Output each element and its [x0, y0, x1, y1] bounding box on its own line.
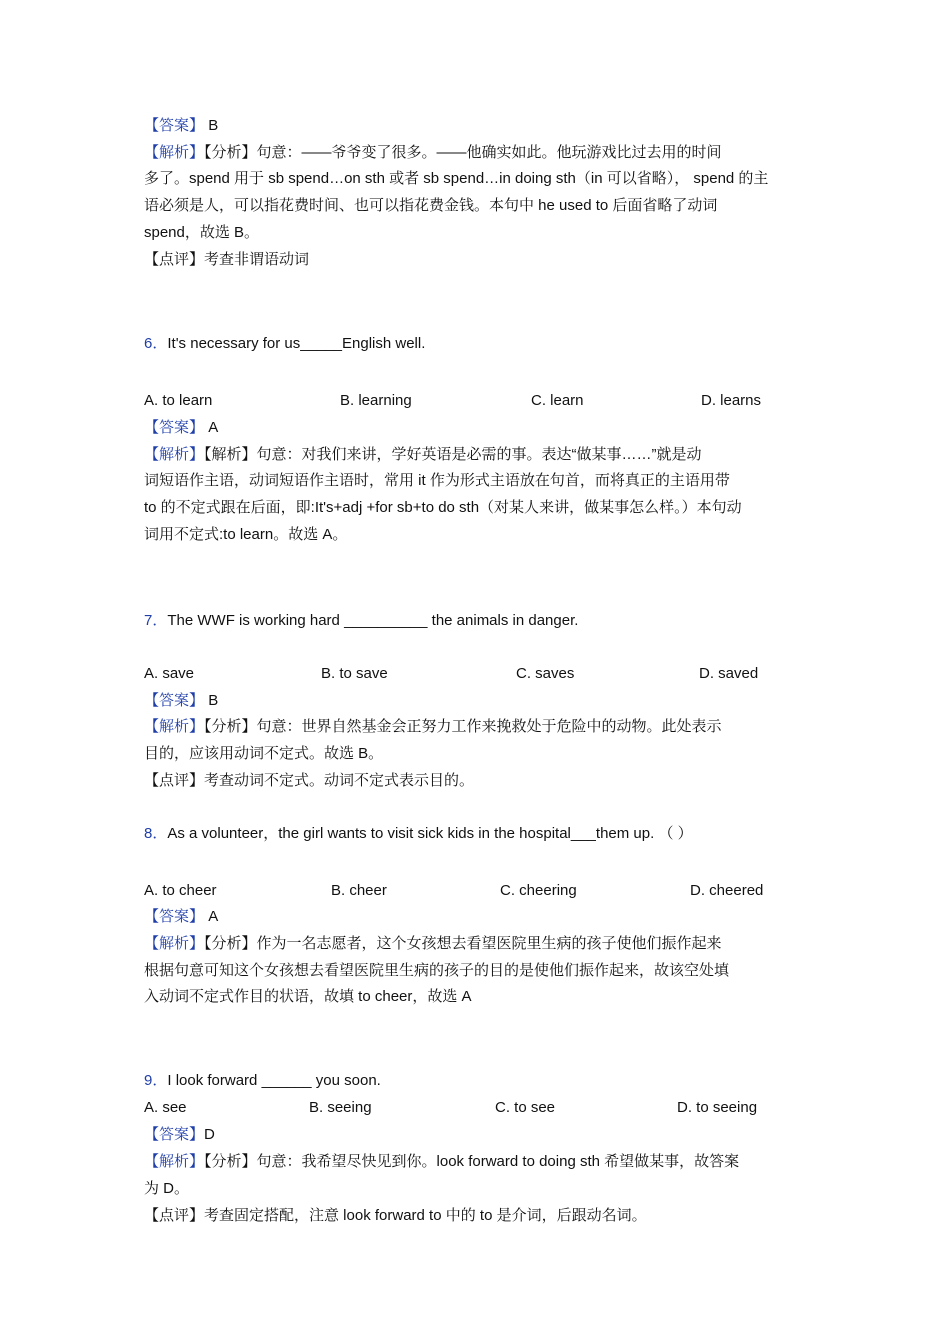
analysis-line-9-1: 【解析】【分析】句意：我希望尽快见到你。look forward to doing sth 希望做某事，故答案	[144, 1153, 740, 1170]
option-d: D. to seeing	[677, 1099, 758, 1116]
blank: _____	[300, 335, 342, 352]
fenxi-label: 【分析】	[204, 935, 257, 952]
analysis-line-5-3: 语必须是人，可以指花费时间、也可以指花费金钱。本句中 he used to 后面省略了动词	[144, 197, 718, 214]
question-8: 8．As a volunteer，the girl wants to visit sick kids in the hospital___them up. （ ）	[144, 825, 693, 842]
option-c: C. cheering	[500, 882, 577, 899]
analysis-line-5-4: spend，故选 B。	[144, 224, 260, 241]
analysis-line-7-2: 目的，应该用动词不定式。故选 B。	[144, 745, 384, 762]
blank: ___	[570, 825, 596, 842]
question-number: 8	[144, 825, 153, 842]
question-9: 9．I look forward ______ you soon.	[144, 1072, 381, 1089]
question-number: 9	[144, 1072, 153, 1089]
analysis-line-9-2: 为 D。	[144, 1180, 190, 1197]
comment-line-7: 【点评】考查动词不定式。动词不定式表示目的。	[144, 772, 475, 789]
answer-value: A	[208, 908, 219, 925]
option-b: B. to save	[321, 665, 388, 682]
question-number: 7	[144, 612, 153, 629]
analysis-line-6-2: 词短语作主语，动词短语作主语时，常用 it 作为形式主语放在句首，而将真正的主语用带	[144, 472, 730, 489]
option-c: C. learn	[531, 392, 584, 409]
answer-label: 【答案】	[144, 908, 205, 925]
answer-value: A	[208, 419, 219, 436]
option-c: C. saves	[516, 665, 575, 682]
comment-line-5: 【点评】考查非谓语动词	[144, 251, 310, 268]
analysis-label: 【解析】	[144, 1153, 205, 1170]
question-7: 7．The WWF is working hard __________ the animals in danger.	[144, 612, 579, 629]
analysis-line-8-2: 根据句意可知这个女孩想去看望医院里生病的孩子的目的是使他们振作起来，故该空处填	[144, 962, 730, 979]
option-a: A. see	[144, 1099, 187, 1116]
question-number: 6	[144, 335, 153, 352]
analysis-label: 【解析】	[144, 718, 205, 735]
option-d: D. learns	[701, 392, 762, 409]
answer-label: 【答案】	[144, 117, 205, 134]
answer-value: D	[204, 1126, 215, 1143]
answer-line-8	[144, 907, 218, 927]
analysis-line-6-4: 词用不定式:to learn。故选 A。	[144, 526, 348, 543]
fenxi-label: 【分析】	[204, 718, 257, 735]
answer-line-5	[144, 116, 218, 136]
analysis-line-7-1: 【解析】【分析】句意：世界自然基金会正努力工作来挽救处于危险中的动物。此处表示	[144, 718, 722, 735]
answer-label: 【答案】	[144, 1126, 205, 1143]
answer-label: 【答案】	[144, 419, 205, 436]
option-a: A. to cheer	[144, 882, 217, 899]
answer-label: 【答案】	[144, 692, 205, 709]
question-6: 6．It's necessary for us_____English well.	[144, 335, 426, 352]
option-a: A. save	[144, 665, 195, 682]
option-a: A. to learn	[144, 392, 213, 409]
analysis-label: 【解析】	[144, 144, 205, 161]
answer-line-6	[144, 418, 218, 438]
analysis-label: 【解析】	[144, 446, 205, 463]
answer-value: B	[208, 692, 219, 709]
option-d: D. cheered	[690, 882, 764, 899]
option-d: D. saved	[699, 665, 759, 682]
answer-line-7	[144, 691, 218, 711]
option-b: B. learning	[340, 392, 412, 409]
analysis-line-8-3: 入动词不定式作目的状语，故填 to cheer，故选 A	[144, 988, 472, 1005]
answer-value: B	[208, 117, 219, 134]
analysis-line-6-1: 【解析】【解析】句意：对我们来讲，学好英语是必需的事。表达“做某事……”就是动	[144, 446, 702, 463]
comment-label: 【点评】	[144, 1207, 205, 1224]
analysis-line-6-3: to 的不定式跟在后面，即:It's+adj +for sb+to do sth（对某人来讲，做某事怎么样。）本句动	[144, 499, 742, 516]
answer-line-9	[144, 1125, 215, 1145]
option-b: B. cheer	[331, 882, 387, 899]
fenxi-label: 【分析】	[204, 144, 257, 161]
option-c: C. to see	[495, 1099, 556, 1116]
option-b: B. seeing	[309, 1099, 372, 1116]
analysis-label: 【解析】	[144, 935, 205, 952]
comment-line-9: 【点评】考查固定搭配，注意 look forward to 中的 to 是介词，后跟动名词。	[144, 1207, 647, 1224]
comment-label: 【点评】	[144, 772, 205, 789]
fenxi-label: 【分析】	[204, 1153, 257, 1170]
comment-label: 【点评】	[144, 251, 205, 268]
analysis-line-8-1: 【解析】【分析】作为一名志愿者，这个女孩想去看望医院里生病的孩子使他们振作起来	[144, 935, 722, 952]
analysis-line-5-1: 【解析】【分析】句意：——爷爷变了很多。——他确实如此。他玩游戏比过去用的时间	[144, 144, 722, 161]
analysis-line-5-2: 多了。spend 用于 sb spend…on sth 或者 sb spend…in doing sth（in 可以省略）， spend 的主	[144, 170, 769, 187]
